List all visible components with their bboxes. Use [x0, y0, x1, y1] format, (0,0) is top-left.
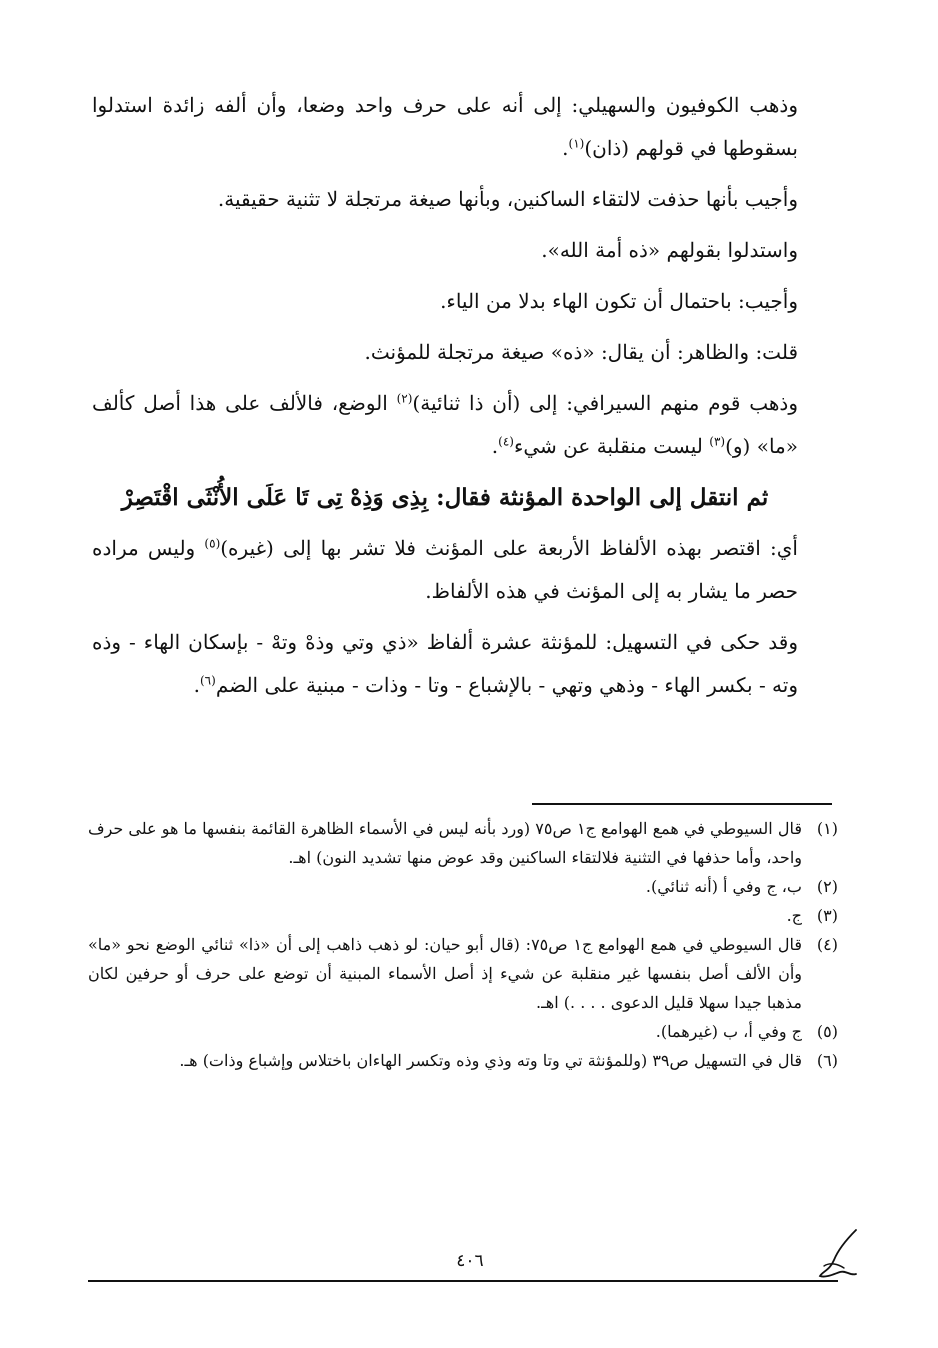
footnote-1: (١) قال السيوطي في همع الهوامع ج١ ص٧٥ (ورد بأنه ليس في الأسماء الظاهرة القائمة بنفسها ما هو على حرف واحد، وأما حذفها في التثنية فلالتقاء الساكنين وقد عوض منها تشديد النون) اهـ.	[88, 814, 838, 872]
footnote-3: (٣) ج.	[88, 901, 838, 930]
footnote-separator	[532, 803, 832, 805]
footnote-6: (٦) قال في التسهيل ص٣٩ (وللمؤنثة تي وتا وته وذي وذه وتكسر الهاءان باختلاس وإشباع وذات) هـ.	[88, 1046, 838, 1075]
footnote-2: (٢) ب، ج وفي أ (أنه ثنائي).	[88, 872, 838, 901]
paragraph-evidence: واستدلوا بقولهم «ذه أمة الله».	[541, 238, 798, 262]
footnote-4: (٤) قال السيوطي في همع الهوامع ج١ ص٧٥: (قال أبو حيان: لو ذهب ذاهب إلى أن «ذا» ثنائي الوضع نحو «ما» وأن الألف أصل بنفسها غير منقلبة عن شيء إذ أصل الأسماء المبنية أن توضع على حرف أو حرفين لكان مذهبا جيدا سهلا قليل الدعوى . . . .) اهـ.	[88, 930, 838, 1017]
handwritten-signature-icon	[816, 1226, 860, 1282]
paragraph-reply-2: وأجيب: باحتمال أن تكون الهاء بدلا من الياء.	[440, 289, 798, 313]
paragraph-sirafi: وذهب قوم منهم السيرافي: إلى (أن ذا ثنائية)$^{(٢)}$ الوضع، فالألف على هذا أصل كألف «ما» (و)$^{(٣)}$ ليست منقلبة عن شيء$^{(٤)}$.	[92, 391, 798, 458]
paragraph-iqtasir: أي: اقتصر بهذه الألفاظ الأربعة على المؤنث فلا تشر بها إلى (غيره)$^{(٥)}$ وليس مراده حصر ما يشار به إلى المؤنث في هذه الألفاظ.	[92, 536, 798, 603]
footnote-5: (٥) ج وفي أ، ب (غيرهما).	[88, 1017, 838, 1046]
footnote-number: (٤)	[816, 935, 838, 954]
footnote-ref-1[interactable]: (١)	[568, 136, 585, 151]
footnote-ref-3[interactable]: (٣)	[709, 434, 726, 449]
paragraph-reply-1: وأجيب بأنها حذفت لالتقاء الساكنين، وبأنها صيغة مرتجلة لا تثنية حقيقية.	[217, 187, 798, 211]
page-number: ٤٠٦	[456, 1251, 484, 1271]
paragraph-kufiyyun: وذهب الكوفيون والسهيلي: إلى أنه على حرف واحد وضعا، وأن ألفه زائدة استدلوا بسقوطها في قولهم (ذان)$^{(١)}$.	[92, 93, 798, 160]
footnote-number: (٣)	[816, 906, 838, 925]
main-text	[92, 84, 832, 715]
footnote-ref-2[interactable]: (٢)	[396, 391, 413, 406]
footnotes-section	[88, 814, 838, 1075]
footnote-number: (٥)	[816, 1022, 838, 1041]
verse-line: ثم انتقل إلى الواحدة المؤنثة فقال: بِذِى وَذِهْ تِى تَا عَلَى الأُنْثَى اقْتَصِرْ	[121, 484, 769, 511]
footnote-ref-4[interactable]: (٤)	[498, 434, 514, 449]
paragraph-tashil: وقد حكى في التسهيل: للمؤنثة عشرة ألفاظ «ذي وتي وذهْ وتهْ - بإسكان الهاء - وذه وته - بكسر الهاء - وذهي وتهي - بالإشباع - وتا - وذات - مبنية على الضم$^{(٦)}$.	[92, 630, 799, 697]
paragraph-qultu: قلت: والظاهر: أن يقال: «ذه» صيغة مرتجلة للمؤنث.	[364, 340, 798, 364]
footnote-number: (١)	[816, 819, 838, 838]
footnote-ref-5[interactable]: (٥)	[204, 536, 221, 551]
footnote-number: (٦)	[816, 1051, 838, 1070]
footnote-number: (٢)	[816, 877, 838, 896]
bottom-rule	[88, 1280, 838, 1282]
footnote-ref-6[interactable]: (٦)	[199, 673, 216, 688]
